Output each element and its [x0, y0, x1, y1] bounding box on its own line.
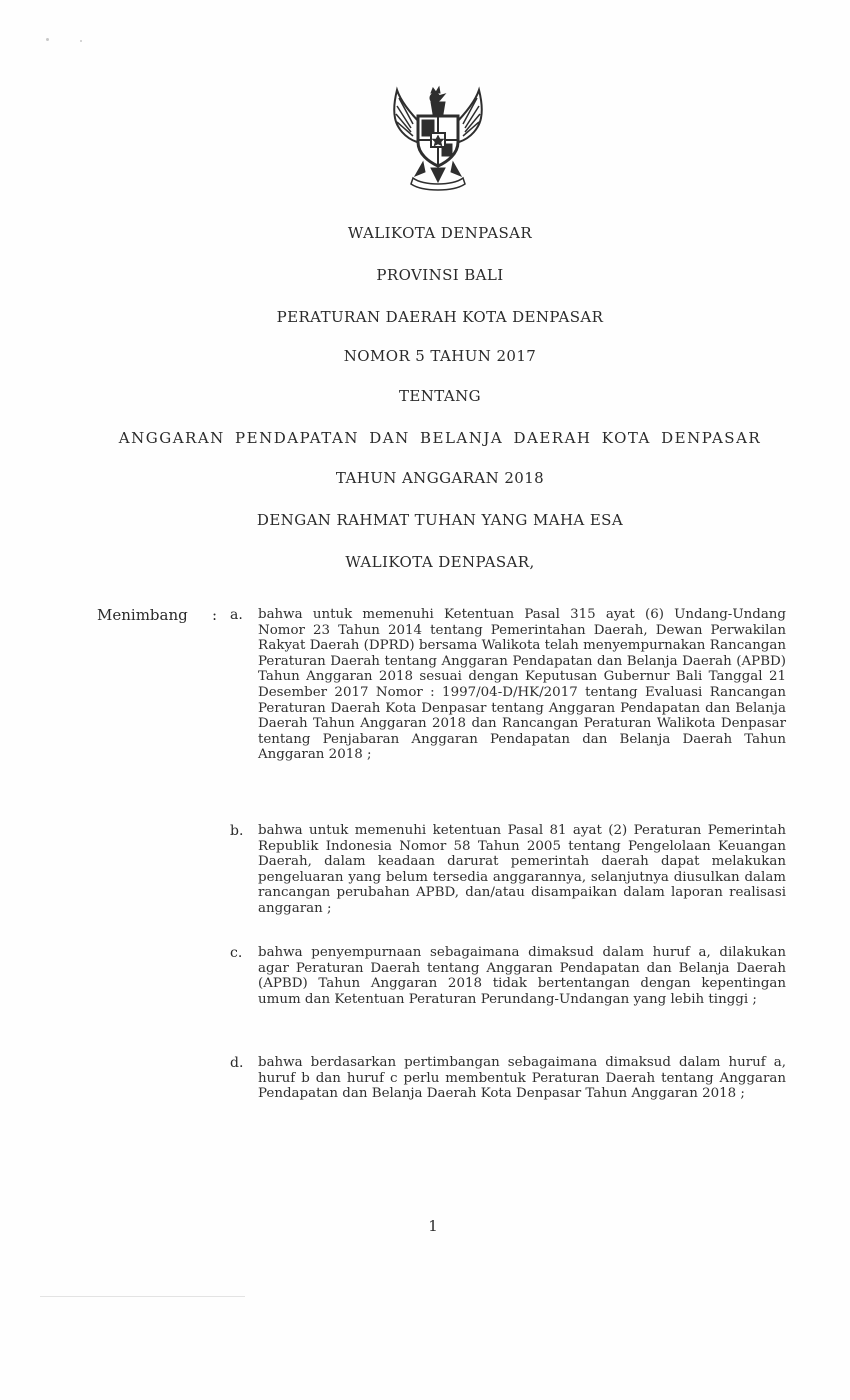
page-number: 1	[428, 1217, 438, 1235]
heading-regulation-number: NOMOR 5 TAHUN 2017	[343, 347, 537, 365]
heading-about: TENTANG	[398, 387, 481, 405]
consideration-letter: a.	[230, 607, 243, 623]
heading-province: PROVINSI BALI	[376, 266, 504, 284]
heading-fiscal-year: TAHUN ANGGARAN 2018	[335, 469, 545, 487]
scan-edge-line	[40, 1296, 245, 1297]
consideration-text: bahwa untuk memenuhi ketentuan Pasal 81 ayat (2) Peraturan Pemerintah Republik Indonesia Nomor 58 Tahun 2005 tentang Pengelolaan Keuangan Daerah, dalam keadaan darurat pemerintah daerah dapat melakukan pengeluaran yang belum tersedia anggarannya, selanjutnya diusulkan dalam rancangan perubahan APBD, dan/atau disampaikan dalam laporan realisasi anggaran ;	[258, 823, 786, 916]
consideration-text: bahwa untuk memenuhi Ketentuan Pasal 315 ayat (6) Undang-Undang Nomor 23 Tahun 2014 tentang Pemerintahan Daerah, Dewan Perwakilan Rakyat Daerah (DPRD) bersama Walikota telah menyempurnakan Rancangan Peraturan Daerah tentang Anggaran Pendapatan dan Belanja Daerah (APBD) Tahun Anggaran 2018 sesuai dengan Keputusan Gubernur Bali Tanggal 21 Desember 2017 Nomor : 1997/04-D/HK/2017 tentang Evaluasi Rancangan Peraturan Daerah Kota Denpasar tentang Anggaran Pendapatan dan Belanja Daerah Tahun Anggaran 2018 dan Rancangan Peraturan Walikota Denpasar tentang Penjabaran Anggaran Pendapatan dan Belanja Daerah Tahun Anggaran 2018 ;	[258, 607, 786, 763]
heading-city-mayor: WALIKOTA DENPASAR	[347, 224, 533, 242]
menimbang-colon: :	[212, 606, 218, 624]
heading-mayor-signatory: WALIKOTA DENPASAR,	[345, 553, 535, 571]
garuda-pancasila-emblem-icon	[383, 84, 493, 194]
consideration-text: bahwa berdasarkan pertimbangan sebagaimana dimaksud dalam huruf a, huruf b dan huruf c perlu membentuk Peraturan Daerah tentang Anggaran Pendapatan dan Belanja Daerah Kota Denpasar Tahun Anggaran 2018 ;	[258, 1055, 786, 1102]
consideration-letter: c.	[230, 945, 243, 961]
scan-speck	[46, 38, 49, 41]
consideration-letter: d.	[230, 1055, 244, 1071]
heading-regulation-title: PERATURAN DAERAH KOTA DENPASAR	[276, 308, 604, 326]
consideration-text: bahwa penyempurnaan sebagaimana dimaksud dalam huruf a, dilakukan agar Peraturan Daerah tentang Anggaran Pendapatan dan Belanja Daerah (APBD) Tahun Anggaran 2018 tidak bertentangan dengan kepentingan umum dan Ketentuan Peraturan Perundang-Undangan yang lebih tinggi ;	[258, 945, 786, 1007]
consideration-letter: b.	[230, 823, 244, 839]
scan-speck	[80, 40, 82, 42]
heading-invocation: DENGAN RAHMAT TUHAN YANG MAHA ESA	[256, 511, 624, 529]
menimbang-label: Menimbang	[97, 606, 188, 624]
heading-subject: ANGGARAN PENDAPATAN DAN BELANJA DAERAH KOTA DENPASAR	[118, 429, 762, 447]
